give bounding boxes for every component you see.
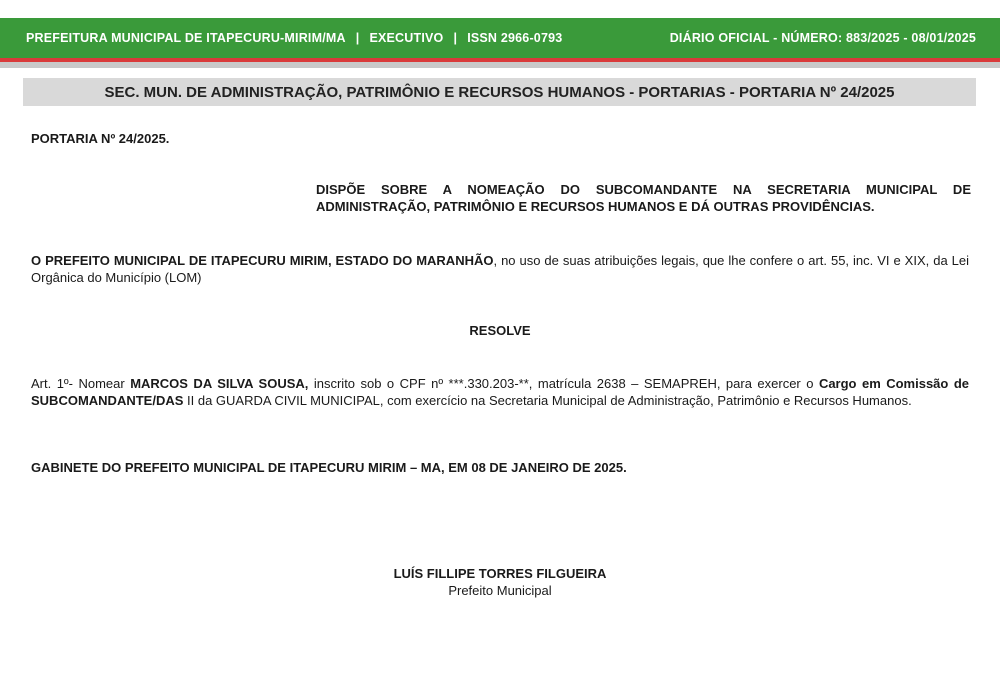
signature-role: Prefeito Municipal bbox=[448, 583, 552, 598]
header-left bbox=[26, 31, 562, 45]
ementa: DISPÕE SOBRE A NOMEAÇÃO DO SUBCOMANDANTE NA SECRETARIA MUNICIPAL DE ADMINISTRAÇÃO, PATRIMÔNIO E RECURSOS HUMANOS E DÁ OUTRAS PROVIDÊNCIAS. bbox=[316, 182, 971, 214]
preamble-text: , no uso de suas atribuições legais, que lhe confere o art. 55, inc. VI e XIX, da Lei Orgânica do Município (LOM) bbox=[31, 253, 969, 285]
header-bar bbox=[0, 18, 1000, 58]
preamble-paragraph bbox=[31, 252, 969, 286]
section-title: SEC. MUN. DE ADMINISTRAÇÃO, PATRIMÔNIO E RECURSOS HUMANOS - PORTARIAS - PORTARIA Nº 24/2025 bbox=[23, 78, 976, 106]
header-org: PREFEITURA MUNICIPAL DE ITAPECURU-MIRIM/MA bbox=[26, 31, 346, 45]
article-1 bbox=[31, 375, 969, 409]
header-separator: | bbox=[453, 31, 458, 45]
article-1-cargo: Cargo em Comissão de SUBCOMANDANTE/DAS bbox=[31, 376, 969, 408]
article-1-name: MARCOS DA SILVA SOUSA, bbox=[130, 376, 309, 391]
header-separator: | bbox=[355, 31, 360, 45]
signature-name: LUÍS FILLIPE TORRES FILGUEIRA bbox=[393, 566, 607, 581]
header-branch: EXECUTIVO bbox=[369, 31, 444, 45]
portaria-number: PORTARIA Nº 24/2025. bbox=[31, 131, 170, 146]
header-gray-stripe bbox=[0, 62, 1000, 68]
header-edition: DIÁRIO OFICIAL - NÚMERO: 883/2025 - 08/01/2025 bbox=[669, 31, 976, 45]
article-1-prefix: Art. 1º- Nomear bbox=[31, 376, 131, 391]
preamble-bold: O PREFEITO MUNICIPAL DE ITAPECURU MIRIM, ESTADO DO MARANHÃO bbox=[31, 253, 494, 268]
resolve-heading: RESOLVE bbox=[469, 323, 531, 338]
gabinete-line: GABINETE DO PREFEITO MUNICIPAL DE ITAPECURU MIRIM – MA, EM 08 DE JANEIRO DE 2025. bbox=[31, 460, 627, 475]
article-1-mid: inscrito sob o CPF nº ***.330.203-**, matrícula 2638 – SEMAPREH, para exercer o bbox=[308, 376, 819, 391]
article-1-end: II da GUARDA CIVIL MUNICIPAL, com exercício na Secretaria Municipal de Administração, Patrimônio e Recursos Humanos. bbox=[183, 393, 912, 408]
header-issn: ISSN 2966-0793 bbox=[467, 31, 563, 45]
